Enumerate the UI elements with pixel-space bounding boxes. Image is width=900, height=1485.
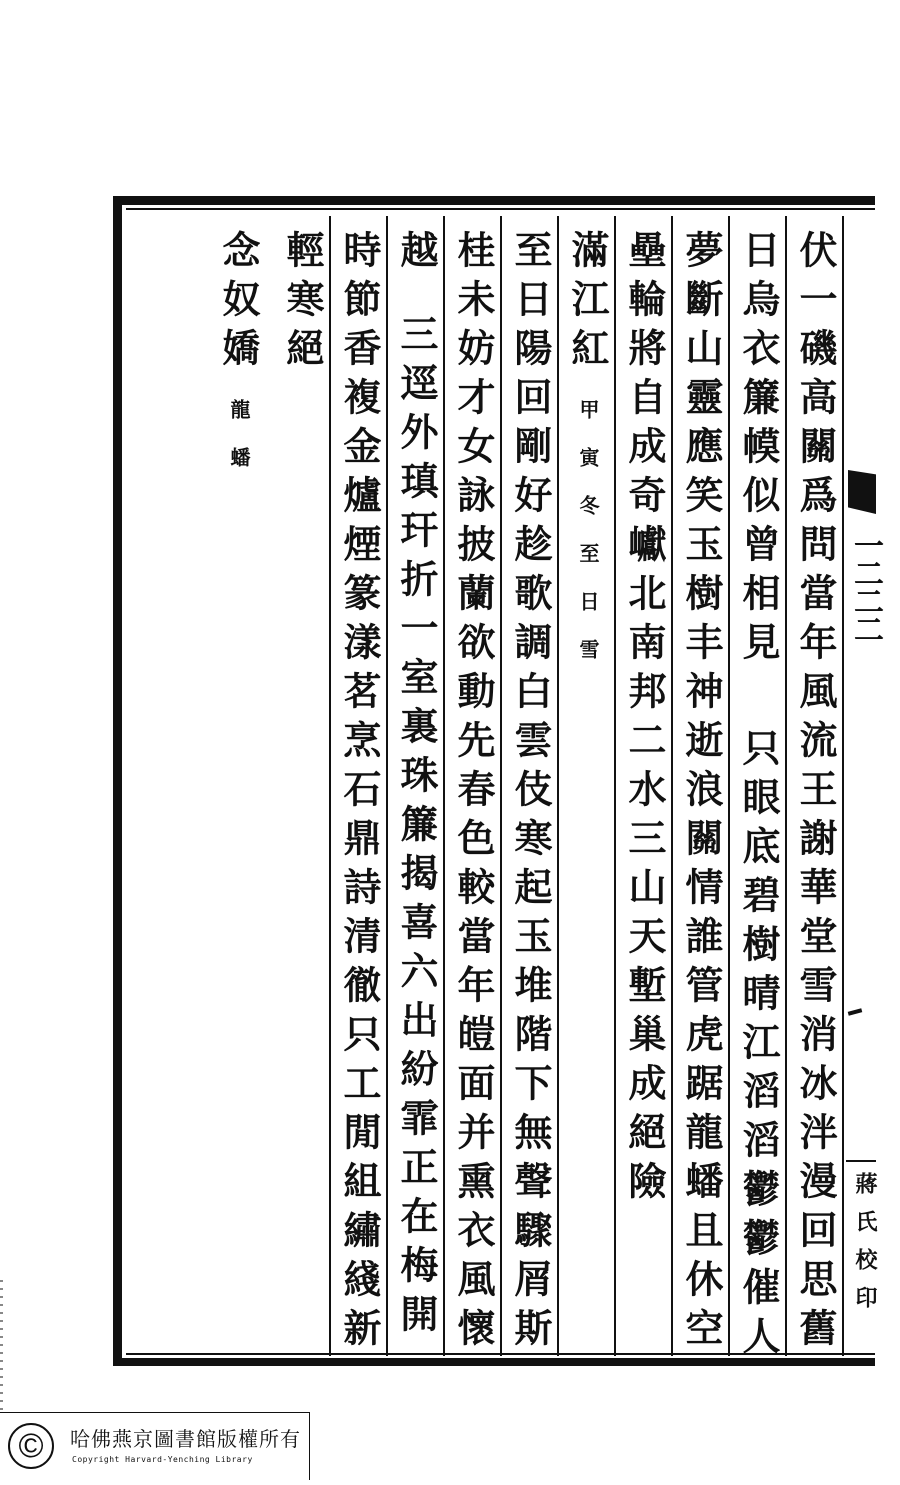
column-11: [210, 216, 267, 1356]
column-6-text: 至日陽回剛好趁歌調白雲伎寒起玉堆階下無聲驟屑斯: [508, 230, 553, 1357]
column-9-text: 時節香複金爐煙篆漾茗烹石鼎詩清徹只工閒組繡綫新: [337, 230, 382, 1357]
column-2-text-continued: 只眼底碧樹晴江滔滔鬱鬱催人: [736, 728, 781, 1365]
poem-note: 甲寅冬至日雪: [576, 399, 600, 687]
copyright-english: Copyright Harvard-Yenching Library: [72, 1455, 253, 1464]
column-6: [502, 216, 559, 1356]
column-9: [331, 216, 388, 1356]
poem-title-man-jiang-hong: 滿江紅: [565, 230, 610, 377]
column-5: [559, 216, 616, 1356]
column-1: [787, 216, 844, 1356]
copyright-icon: ©: [8, 1423, 54, 1469]
poem-title-nian-nu-jiao: 念奴嬌: [216, 230, 261, 377]
column-4-text: 壘輪將自成奇巘北南邦二水三山天塹巢成絕險: [622, 230, 667, 1210]
column-2: [730, 216, 787, 1365]
column-7: [445, 216, 502, 1356]
edge-dots: [0, 1280, 3, 1410]
margin-rule: [846, 1160, 876, 1162]
publisher-imprint: 蔣氏校印: [852, 1172, 878, 1324]
column-8-text-continued: 三逕外瑱玕折一室裏珠簾揭喜六出紛霏正在梅開: [394, 314, 439, 1343]
column-10: [274, 216, 331, 1356]
column-4: [616, 216, 673, 1356]
column-2-text: 日烏衣簾幙似曾相見: [736, 230, 781, 671]
poem-note-2: 龍蟠: [227, 399, 251, 495]
column-7-text: 桂未妨才女詠披蘭欲動先春色較當年皚面并熏衣風懷: [451, 230, 496, 1357]
column-3-text: 夢斷山靈應笑玉樹丰神逝浪關情誰管虎踞龍蟠且休空: [679, 230, 724, 1357]
column-10-text: 輕寒絕: [280, 230, 325, 377]
page-number: 一二二二: [848, 530, 883, 642]
column-8-text: 越: [394, 230, 439, 279]
column-8: [388, 216, 445, 1356]
fish-tail-mark: [848, 470, 876, 514]
column-1-text: 伏一磯高關爲問當年風流王謝華堂雪消冰泮漫回思舊: [793, 230, 838, 1357]
copyright-box: [0, 1412, 310, 1480]
copyright-chinese: 哈佛燕京圖書館版權所有: [70, 1427, 301, 1451]
column-3: [673, 216, 730, 1356]
